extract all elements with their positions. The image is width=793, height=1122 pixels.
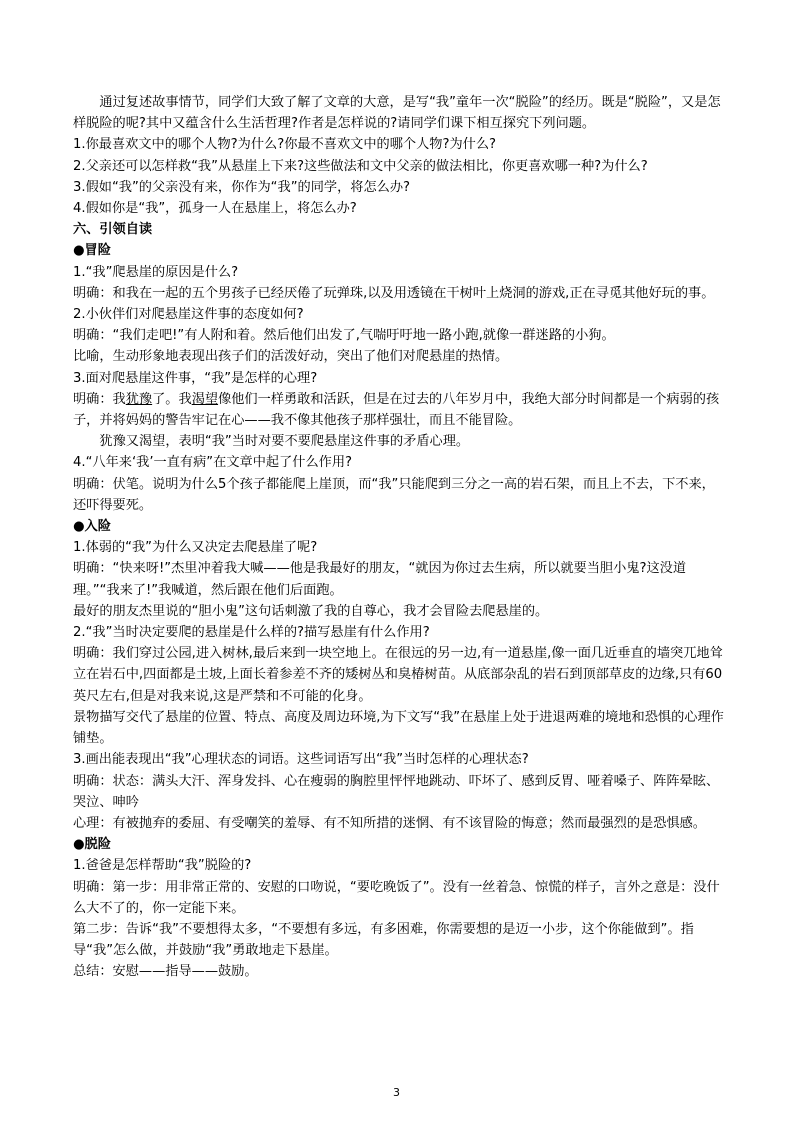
question: 3.画出能表现出“我”心理状态的词语。这些词语写出“我”当时怎样的心理状态?	[73, 752, 529, 768]
discussion-question-2: 2.父亲还可以怎样救“我”从悬崖上下来?这些做法和文中父亲的做法相比，你更喜欢哪一种?为什么?	[73, 158, 648, 174]
question: 1.“我”爬悬崖的原因是什么?	[73, 264, 239, 280]
answer: 明确：我们穿过公园,进入树林,最后来到一块空地上。在很远的另一边,有一道悬崖,像一面几近垂直的墙突兀地耸立在岩石中,四面都是土坡,上面长着参差不齐的矮树丛和臭椿树苗。从底部杂乱的岩石到顶部草皮的边缘,只有60英尺左右,但是对我来说,这是严禁和不可能的化身。	[73, 646, 723, 704]
question: 1.体弱的“我”为什么又决定去爬悬崖了呢?	[73, 540, 318, 556]
answer-note: 心理：有被抛弃的委屈、有受嘲笑的羞辱、有不知所措的迷惘、有不该冒险的悔意；然而最强烈的是恐惧感。	[73, 815, 706, 831]
answer: 明确：“快来呀!”杰里冲着我大喊——他是我最好的朋友，“就因为你过去生病，所以就要当胆小鬼?这没道理。”“我来了!”我喊道，然后跟在他们后面跑。	[73, 561, 687, 598]
answer-text: 像他们一样勇敢和活跃，但是在过去的八年岁月中，我绝大部分时间都是一个病弱的孩子，并将妈妈的警告牢记在心——我不像其他孩子那样强壮，而且不能冒险。	[73, 391, 720, 429]
answer: 明确：“我们走吧!”有人附和着。然后他们出发了,气喘吁吁地一路小跑,就像一群迷路的小狗。	[73, 328, 615, 344]
page-number: 3	[393, 1086, 400, 1099]
question: 3.面对爬悬崖这件事，“我”是怎样的心理?	[73, 370, 318, 386]
answer-note: 比喻，生动形象地表现出孩子们的活泼好动，突出了他们对爬悬崖的热情。	[73, 349, 509, 365]
answer-note: 景物描写交代了悬崖的位置、特点、高度及周边环境,为下文写“我”在悬崖上处于进退两难的境地和恐惧的心理作铺垫。	[73, 709, 724, 747]
discussion-question-4: 4.假如你是“我”，孤身一人在悬崖上，将怎么办?	[73, 201, 357, 217]
answer-note: 犹豫又渴望，表明“我”当时对要不要爬悬崖这件事的矛盾心理。	[99, 434, 470, 450]
answer-text: 明确：我	[73, 391, 126, 407]
underlined-word: 渴望	[191, 391, 219, 407]
answer: 第二步：告诉“我”不要想得太多，“不要想有多远，有多困难，你需要想的是迈一小步，这个你能做到”。指导“我”怎么做，并鼓励“我”勇敢地走下悬崖。	[73, 921, 694, 959]
question: 2.小伙伴们对爬悬崖这件事的态度如何?	[73, 307, 304, 323]
question: 2.“我”当时决定要爬的悬崖是什么样的?描写悬崖有什么作用?	[73, 625, 430, 641]
document-page	[73, 92, 727, 983]
intro-paragraph: 通过复述故事情节，同学们大致了解了文章的大意，是写“我”童年一次“脱险”的经历。既是“脱险”，又是怎样脱险的呢?其中又蕴含什么生活哲理?作者是怎样说的?请同学们课下相互探究下列问题。	[73, 95, 721, 132]
answer: 明确：和我在一起的五个男孩子已经厌倦了玩弹珠,以及用透镜在干树叶上烧洞的游戏,正在寻觅其他好玩的事。	[73, 285, 715, 301]
answer: 明确：第一步：用非常正常的、安慰的口吻说，“要吃晚饭了”。没有一丝着急、惊慌的样子，言外之意是：没什么大不了的，你一定能下来。	[73, 879, 720, 916]
answer-text: 了。我	[152, 391, 192, 407]
question: 1.爸爸是怎样帮助“我”脱险的?	[73, 858, 252, 874]
part-heading-into-danger: ● 入险	[73, 516, 727, 537]
underlined-word: 犹豫	[125, 391, 153, 407]
discussion-question-3: 3.假如“我”的父亲没有来，你作为“我”的同学，将怎么办?	[73, 179, 411, 195]
answer: 明确：状态：满头大汗、浑身发抖、心在瘦弱的胸腔里怦怦地跳动、吓坏了、感到反胃、哑着嗓子、阵阵晕眩、哭泣、呻吟	[73, 773, 720, 810]
section-heading: 六、引领自读	[73, 222, 153, 238]
part-heading-escape: ● 脱险	[73, 834, 727, 855]
discussion-question-1: 1.你最喜欢文中的哪个人物?为什么?你最不喜欢文中的哪个人物?为什么?	[73, 137, 497, 153]
question: 4.“八年来‘我’一直有病”在文章中起了什么作用?	[73, 455, 353, 471]
answer-note: 最好的朋友杰里说的“胆小鬼”这句话刺激了我的自尊心，我才会冒险去爬悬崖的。	[73, 603, 549, 619]
answer	[73, 389, 727, 431]
part-heading-adventure: ● 冒险	[73, 240, 727, 261]
answer: 明确：伏笔。说明为什么5个孩子都能爬上崖顶，而“我”只能爬到三分之一高的岩石架，而且上不去，下不来，还吓得要死。	[73, 476, 715, 513]
summary: 总结：安慰——指导——鼓励。	[73, 964, 258, 980]
